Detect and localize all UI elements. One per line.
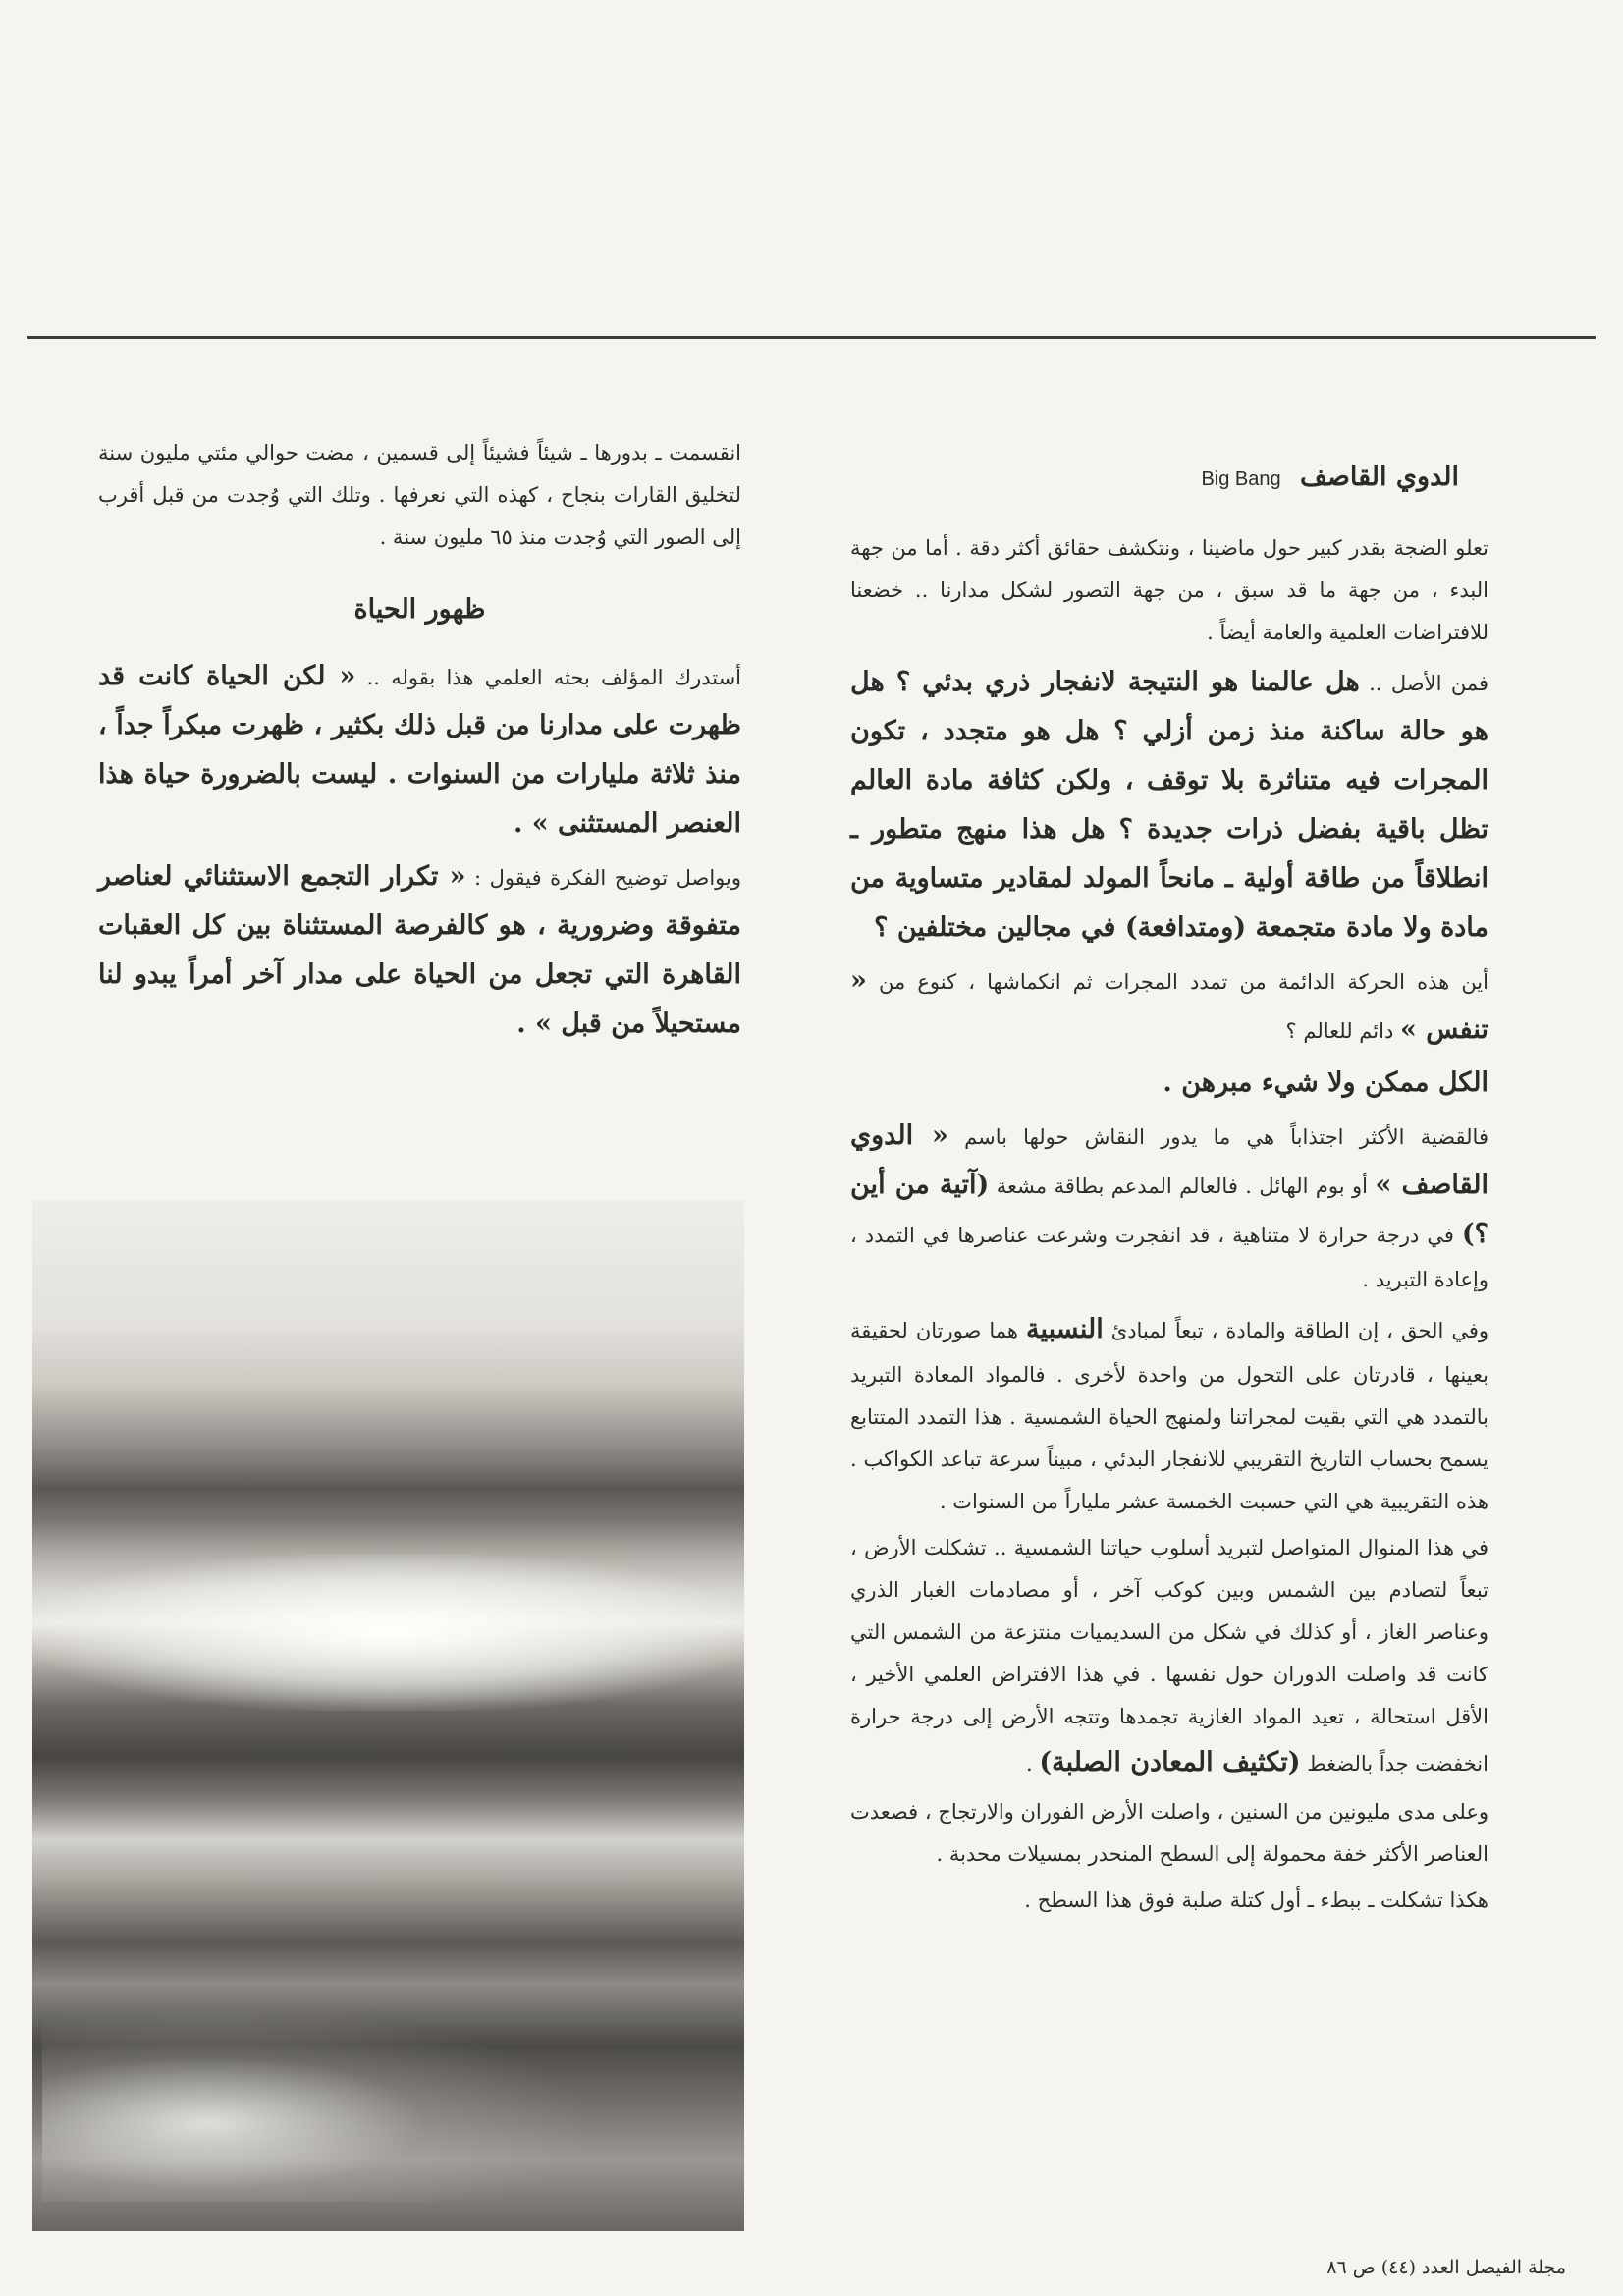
left-paragraph-2-bold: « لكن الحياة كانت قد ظهرت على مدارنا من قبل ذلك بكثير ، ظهرت مبكراً جداً ، منذ ثلاثة مليارات من السنوات . ليست بالضرورة حياة هذا العنصر المستثنى » . — [98, 661, 741, 839]
section-heading-life: ظهور الحياة — [353, 594, 486, 625]
paragraph-7 — [850, 1527, 1488, 1787]
section-heading-big-bang — [850, 462, 1488, 492]
page-footer: مجلة الفيصل العدد (٤٤) ص ٨٦ — [1326, 2257, 1566, 2278]
paragraph-3-bold: « تنفس » — [850, 965, 1488, 1045]
top-rule — [27, 336, 1596, 339]
left-paragraph-2-text: أستدرك المؤلف بحثه العلمي هذا بقوله .. — [355, 666, 741, 689]
paragraph-6-text-a: وفي الحق ، إن الطاقة والمادة ، تبعاً لمبادئ — [1103, 1319, 1489, 1342]
paragraph-5-text-c: في درجة حرارة لا متناهية ، قد انفجرت وشرعت عناصرها في التمدد ، وإعادة التبريد . — [850, 1224, 1488, 1291]
paragraph-7-bold: (تكثيف المعادن الصلبة) — [1039, 1747, 1301, 1777]
paragraph-5-bold-1: « الدوي القاصف » — [850, 1121, 1488, 1200]
paragraph-6 — [850, 1305, 1488, 1523]
left-paragraph-2 — [98, 652, 741, 848]
paragraph-7-text-a: في هذا المنوال المتواصل لتبريد أسلوب حياتنا الشمسية .. تشكلت الأرض ، تبعاً لتصادم بين الشمس وبين كوكب آخر ، أو مصادمات الغبار الذري وعناصر الغاز ، أو كذلك في شكل من السديميات منتزعة من الشمس التي كانت قد واصلت الدوران حول نفسها . في هذا الافتراض العلمي الأخير ، الأقل استحالة ، تعيد المواد الغازية تجمدها وتتجه الأرض إلى درجة حرارة انخفضت جداً بالضغط — [850, 1536, 1488, 1776]
paragraph-6-text-b: هما صورتان لحقيقة بعينها ، قادرتان على التحول من واحدة لأخرى . فالمواد المعادة التبريد بالتمدد هي التي بقيت لمجراتنا ولمنهج الحياة الشمسية . هذا التمدد المتتابع يسمح بحساب التاريخ التقريبي للانفجار البدئي ، مبيناً سرعة تباعد الكواكب . هذه التقريبية هي التي حسبت الخمسة عشر ملياراً من السنوات . — [850, 1319, 1488, 1513]
paragraph-6-bold: النسبية — [1026, 1314, 1104, 1344]
paragraph-2-lead: فمن الأصل .. — [1359, 672, 1488, 695]
right-column — [850, 462, 1488, 1926]
paragraph-3-text-b: دائم للعالم ؟ — [1285, 1019, 1400, 1043]
paragraph-3 — [850, 957, 1488, 1055]
paragraph-4: الكل ممكن ولا شيء مبرهن . — [1163, 1067, 1488, 1098]
paragraph-5 — [850, 1112, 1488, 1301]
paragraph-5-text-a: فالقضية الأكثر اجتذاباً هي ما يدور النقاش حولها باسم — [947, 1125, 1488, 1149]
paragraph-9: هكذا تشكلت ـ ببطء ـ أول كتلة صلبة فوق هذا السطح . — [1024, 1888, 1488, 1912]
paragraph-5-text-b: أو بوم الهائل . فالعالم المدعم بطاقة مشعة — [989, 1175, 1376, 1198]
heading-arabic: الدوي القاصف — [1300, 462, 1459, 492]
left-column — [98, 432, 741, 1053]
left-paragraph-3-text: ويواصل توضيح الفكرة فيقول : — [465, 866, 741, 890]
photo-light-band — [32, 1554, 744, 1711]
cloud-photograph — [32, 1200, 744, 2231]
left-paragraph-3 — [98, 852, 741, 1049]
paragraph-7-text-b: . — [1025, 1752, 1040, 1776]
paragraph-5-bold-2: (آتية من أين ؟) — [850, 1170, 1488, 1249]
left-paragraph-3-bold: « تكرار التجمع الاستثنائي لعناصر متفوقة وضرورية ، هو كالفرصة المستثناة بين كل العقبات القاهرة التي تجعل من الحياة على مدار آخر أمراً يبدو لنا مستحيلاً من قبل » . — [98, 861, 741, 1039]
paragraph-2 — [850, 658, 1488, 953]
paragraph-3-text-a: أين هذه الحركة الدائمة من تمدد المجرات ثم انكماشها ، كنوع من — [866, 970, 1488, 994]
heading-latin: Big Bang — [1201, 468, 1281, 490]
paragraph-1: تعلو الضجة بقدر كبير حول ماضينا ، ونتكشف حقائق أكثر دقة . أما من جهة البدء ، من جهة ما قد سبق ، من جهة التصور لشكل مدارنا .. خضعنا للافتراضات العلمية والعامة أيضاً . — [850, 536, 1488, 644]
paragraph-2-bold: هل عالمنا هو النتيجة لانفجار ذري بدئي ؟ هل هو حالة ساكنة منذ زمن أزلي ؟ هل هو متجدد ، تكون المجرات فيه متناثرة بلا توقف ، ولكن كثافة مادة العالم تظل باقية بفضل ذرات جديدة ؟ هل هذا منهج متطور ـ انطلاقاً من طاقة أولية ـ مانحاً المولد لمقادير متساوية من مادة ولا مادة متجمعة (ومتدافعة) في مجالين مختلفين ؟ — [850, 667, 1488, 943]
paragraph-8: وعلى مدى مليونين من السنين ، واصلت الأرض الفوران والارتجاج ، فصعدت العناصر الأكثر خفة محمولة إلى السطح المنحدر بمسيلات محدبة . — [850, 1800, 1488, 1866]
photo-river-highlight — [42, 2005, 592, 2202]
left-paragraph-1: انقسمت ـ بدورها ـ شيئاً فشيئاً إلى قسمين ، مضت حوالي مئتي مليون سنة لتخليق القارات بنجاح ، كهذه التي نعرفها . وتلك التي وُجدت من قبل أقرب إلى الصور التي وُجدت منذ ٦٥ مليون سنة . — [98, 441, 741, 549]
